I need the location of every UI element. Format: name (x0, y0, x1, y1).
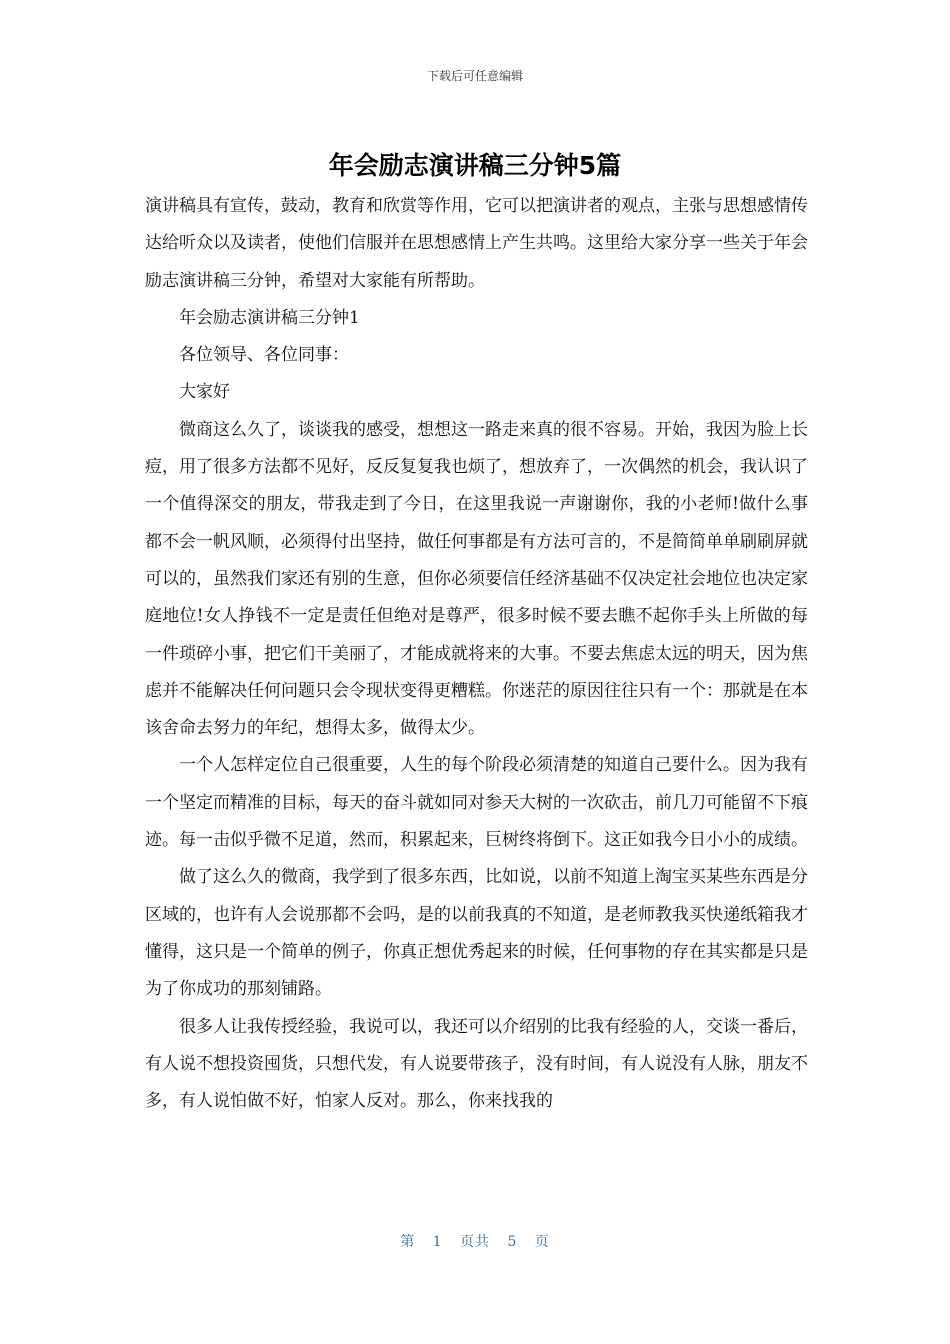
header-note: 下载后可任意编辑 (426, 69, 523, 83)
section-heading: 年会励志演讲稿三分钟1 (179, 307, 360, 328)
document-title: 年会励志演讲稿三分钟5篇 (328, 151, 622, 180)
body-paragraph: 微商这么久了，谈谈我的感受，想想这一路走来真的很不容易。开始，我因为脸上长痘，用了很多方法都不见好，反反复复我也烦了，想放弃了，一次偶然的机会，我认识了一个值得深交的朋友，带我走到了今日，在这里我说一声谢谢你，我的小老师!做什么事都不会一帆风顺，必须得付出坚持，做任何事都是有方法可言的，不是简简单单刷刷屏就可以的，虽然我们家还有别的生意，但你必须要信任经济基础不仅决定社会地位也决定家庭地位!女人挣钱不一定是责任但绝对是尊严，很多时候不要去瞧不起你手头上所做的每一件琐碎小事，把它们干美丽了，才能成就将来的大事。不要去焦虑太远的明天，因为焦虑并不能解决任何问题只会令现状变得更糟糕。你迷茫的原因往往只有一个：那就是在本该舍命去努力的年纪，想得太多，做得太少。 (145, 419, 808, 739)
salutation: 各位领导、各位同事： (179, 345, 349, 366)
body-paragraph: 很多人让我传授经验，我说可以，我还可以介绍别的比我有经验的人，交谈一番后，有人说不想投资囤货，只想代发，有人说要带孩子，没有时间，有人说没有人脉，朋友不多，有人说怕做不好，怕家人反对。那么，你来找我的 (145, 1016, 808, 1112)
page-number-footer: 第 1 页共 5 页 (400, 1234, 550, 1250)
body-paragraph: 做了这么久的微商，我学到了很多东西，比如说，以前不知道上淘宝买某些东西是分区域的，也许有人会说那都不会吗，是的以前我真的不知道，是老师教我买快递纸箱我才懂得，这只是一个简单的例子，你真正想优秀起来的时候，任何事物的存在其实都是只是为了你成功的那刻铺路。 (145, 867, 808, 1000)
intro-paragraph: 演讲稿具有宣传，鼓动，教育和欣赏等作用，它可以把演讲者的观点，主张与思想感情传达给听众以及读者，使他们信服并在思想感情上产生共鸣。这里给大家分享一些关于年会励志演讲稿三分钟，希望对大家能有所帮助。 (145, 196, 808, 291)
greeting: 大家好 (179, 382, 230, 403)
body-paragraph: 一个人怎样定位自己很重要，人生的每个阶段必须清楚的知道自己要什么。因为我有一个坚定而精准的目标，每天的奋斗就如同对参天大树的一次砍击，前几刀可能留不下痕迹。每一击似乎微不足道，然而，积累起来，巨树终将倒下。这正如我今日小小的成绩。 (145, 755, 808, 851)
document-body (145, 188, 808, 1120)
